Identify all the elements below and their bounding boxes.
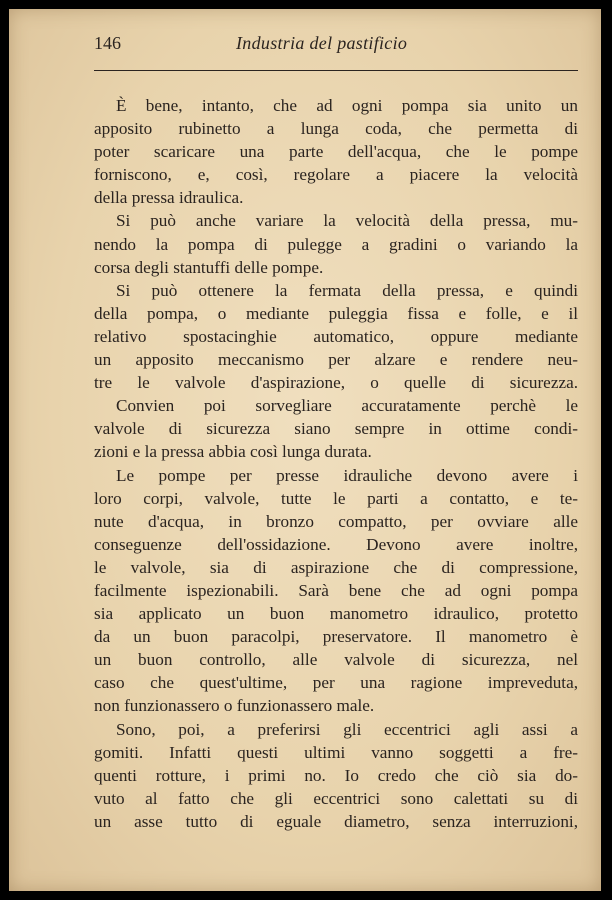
text-line: da un buon paracolpi, preservatore. Il manometro è [94, 627, 578, 647]
page-header [94, 33, 578, 61]
running-title: Industria del pastificio [236, 33, 408, 53]
text-line: Sono, poi, a preferirsi gli eccentrici agli assi a [116, 719, 578, 739]
header-rule [94, 70, 578, 71]
text-line: tre le valvole d'aspirazione, o quelle di sicurezza. [94, 373, 578, 393]
text-line: gomiti. Infatti questi ultimi vanno soggetti a fre- [94, 742, 578, 762]
text-line: non funzionassero o funzionassero male. [94, 696, 375, 716]
text-line: caso che quest'ultime, per una ragione impreveduta, [94, 673, 578, 693]
text-line: zioni e la pressa abbia così lunga durata. [94, 442, 372, 462]
text-line: facilmente ispezionabili. Sarà bene che ad ogni pompa [94, 580, 578, 600]
text-line: nute d'acqua, in bronzo compatto, per ovviare alle [94, 511, 578, 531]
text-line: un apposito meccanismo per alzare e rendere neu- [94, 350, 578, 370]
text-line: nendo la pompa di pulegge a gradini o variando la [94, 234, 578, 254]
text-line: apposito rubinetto a lunga coda, che permetta di [94, 119, 578, 139]
text-line: della pressa idraulica. [94, 188, 244, 208]
text-line: corsa degli stantuffi delle pompe. [94, 257, 324, 277]
text-line: Si può anche variare la velocità della pressa, mu- [116, 211, 578, 231]
text-line: conseguenze dell'ossidazione. Devono avere inoltre, [94, 534, 578, 554]
page-number: 146 [94, 33, 121, 53]
text-line: È bene, intanto, che ad ogni pompa sia unito un [116, 96, 578, 115]
book-page [9, 9, 601, 891]
text-line: le valvole, sia di aspirazione che di compressione, [94, 557, 578, 577]
text-line: valvole di sicurezza siano sempre in ottime condi- [94, 419, 578, 439]
text-line: forniscono, e, così, regolare a piacere la velocità [94, 165, 578, 185]
text-line: Le pompe per presse idrauliche devono avere i [116, 465, 578, 485]
text-line: un buon controllo, alle valvole di sicurezza, nel [94, 650, 578, 670]
body-text [94, 94, 578, 833]
text-line: Convien poi sorvegliare accuratamente perchè le [116, 396, 578, 416]
text-line: vuto al fatto che gli eccentrici sono calettati su di [94, 788, 578, 808]
text-line: un asse tutto di eguale diametro, senza interruzioni, [94, 811, 578, 831]
text-line: sia applicato un buon manometro idraulico, protetto [94, 604, 578, 624]
text-line: quenti rotture, i primi no. Io credo che ciò sia do- [94, 765, 578, 785]
text-line: poter scaricare una parte dell'acqua, che le pompe [94, 142, 578, 162]
text-line: loro corpi, valvole, tutte le parti a contatto, e te- [94, 488, 578, 508]
text-line: della pompa, o mediante puleggia fissa e folle, e il [94, 303, 578, 323]
text-line: Si può ottenere la fermata della pressa, e quindi [116, 280, 578, 300]
text-line: relativo spostacinghie automatico, oppure mediante [94, 326, 578, 346]
